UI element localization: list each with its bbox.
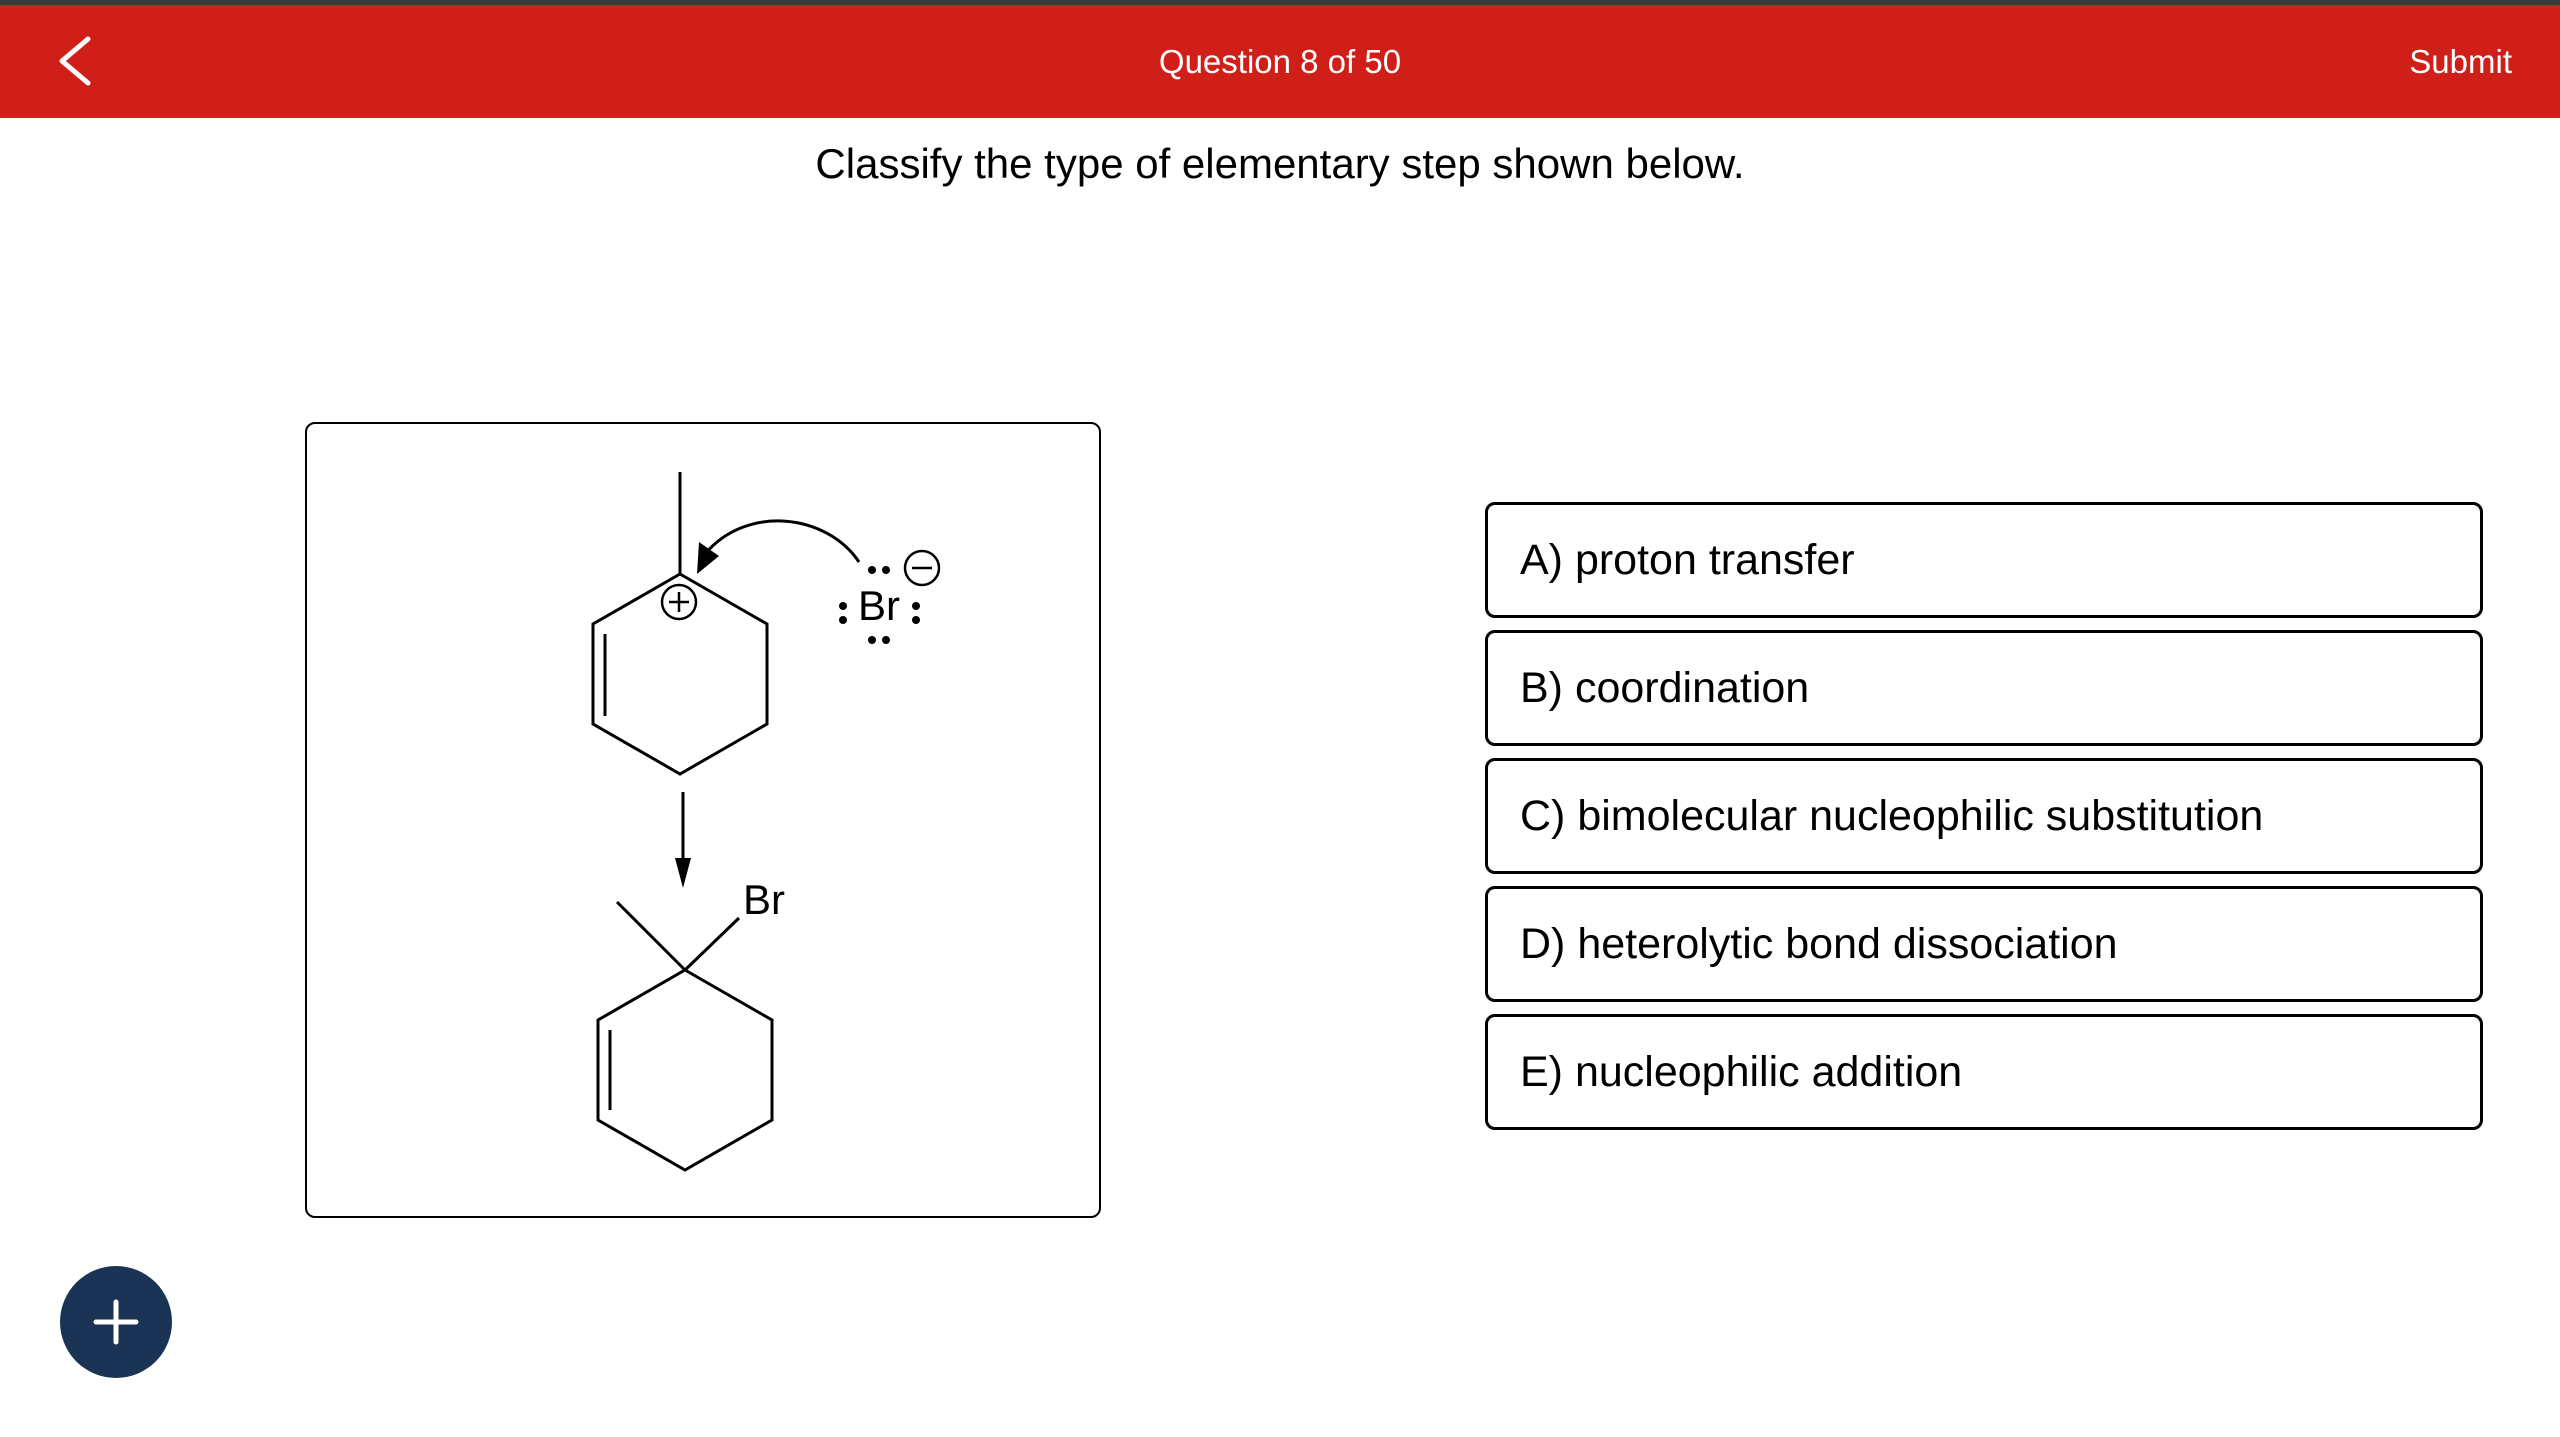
back-button[interactable] — [48, 31, 108, 91]
option-d-label: D) heterolytic bond dissociation — [1520, 919, 2118, 968]
option-d[interactable] — [1485, 886, 2483, 1002]
product-ring — [598, 902, 772, 1170]
product-br-label: Br — [743, 876, 785, 923]
header-bar — [0, 5, 2560, 118]
option-a[interactable] — [1485, 502, 2483, 618]
anion-label: Br — [858, 582, 900, 629]
curved-arrow — [697, 521, 859, 574]
question-counter: Question 8 of 50 — [1158, 42, 1402, 80]
option-c-label: C) bimolecular nucleophilic substitution — [1520, 791, 2264, 840]
option-e[interactable] — [1485, 1014, 2483, 1130]
option-c[interactable] — [1485, 758, 2483, 874]
reaction-arrow — [675, 792, 691, 888]
option-e-label: E) nucleophilic addition — [1520, 1047, 1963, 1096]
reaction-figure — [305, 422, 1101, 1218]
plus-icon — [90, 1296, 142, 1348]
question-prompt: Classify the type of elementary step shown below. — [815, 140, 1745, 187]
bromide-anion — [839, 551, 939, 644]
option-b-label: B) coordination — [1520, 663, 1810, 712]
answer-options — [1485, 502, 2483, 1142]
chevron-left-icon — [48, 31, 108, 91]
add-button[interactable] — [60, 1266, 172, 1378]
cation-charge — [662, 585, 696, 619]
reaction-diagram — [307, 424, 1103, 1220]
reactant-ring — [593, 472, 767, 774]
submit-button[interactable]: Submit — [2409, 42, 2512, 80]
option-a-label: A) proton transfer — [1520, 535, 1855, 584]
option-b[interactable] — [1485, 630, 2483, 746]
